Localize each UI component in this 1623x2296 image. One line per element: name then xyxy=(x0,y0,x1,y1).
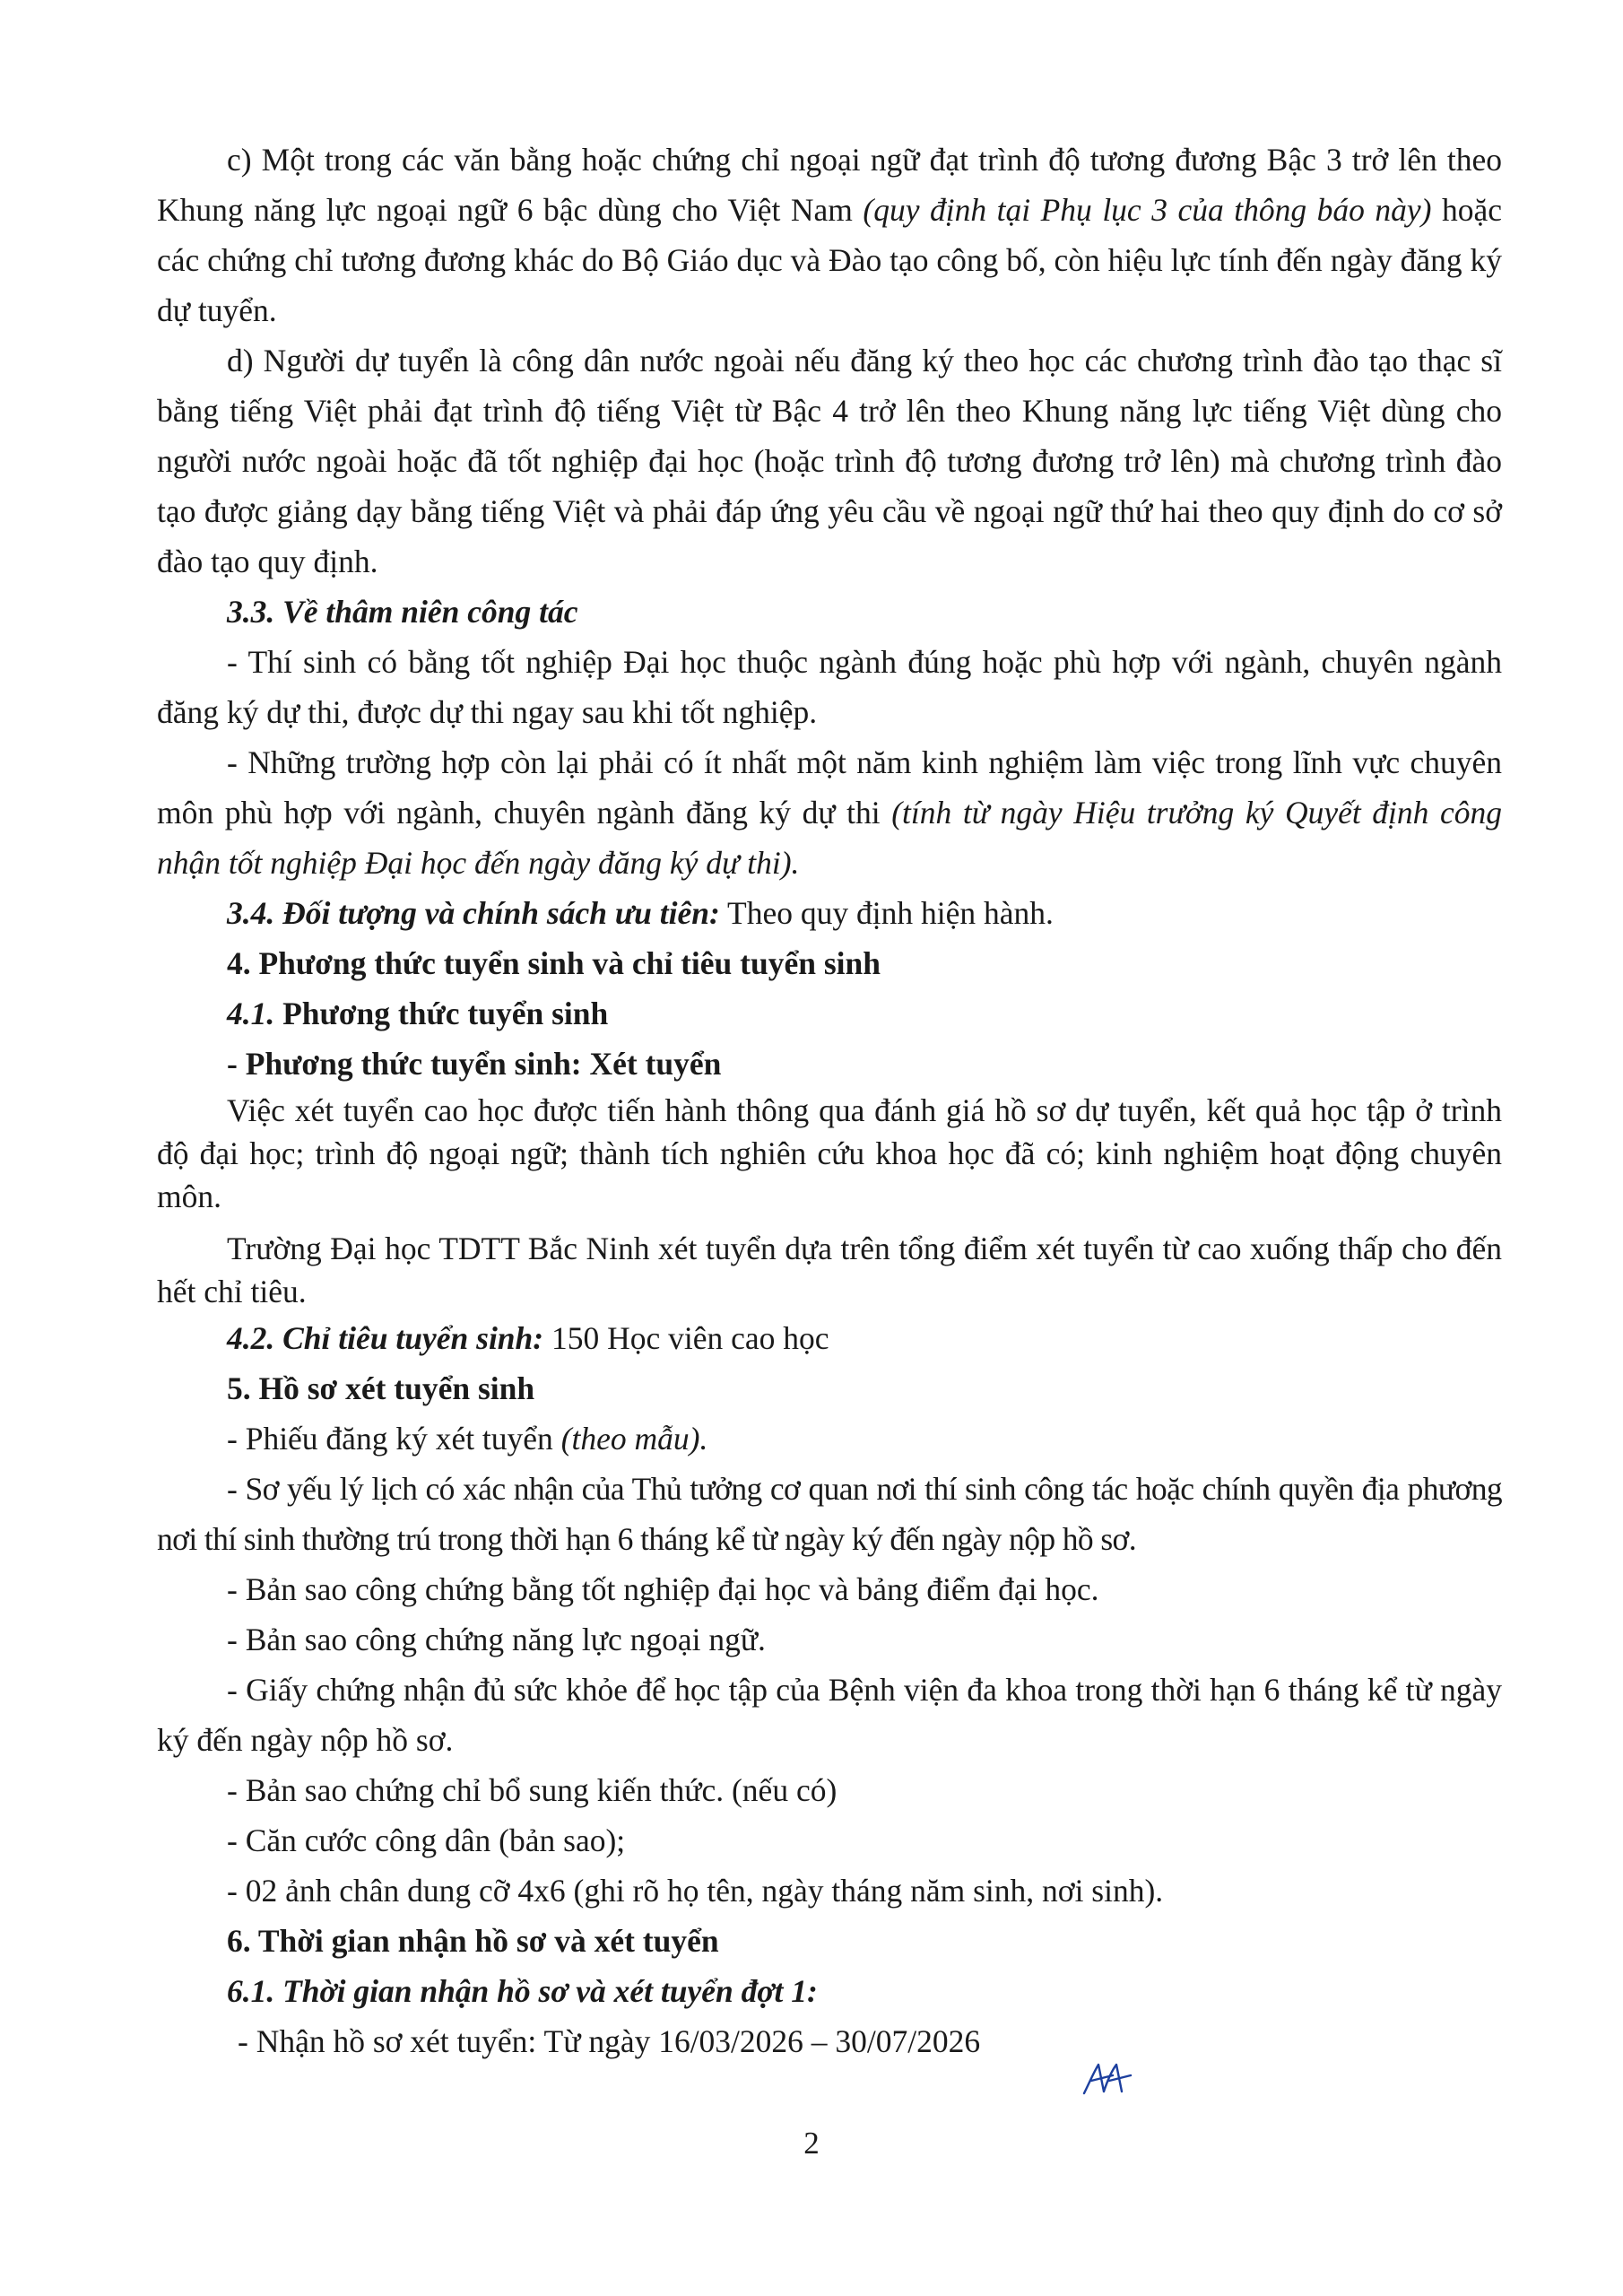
section-3-3-item-2: - Những trường hợp còn lại phải có ít nhất một năm kinh nghiệm làm việc trong lĩnh vực chuyên môn phù hợp với ngành, chuyên ngành đăng ký dự thi (tính từ ngày Hiệu trưởng ký Quyết định công nhận tốt nghiệp Đại học đến ngày đăng ký dự thi). xyxy=(157,744,1503,881)
section-5-item-5: - Giấy chứng nhận đủ sức khỏe để học tập của Bệnh viện đa khoa trong thời hạn 6 tháng kể từ ngày ký đến ngày nộp hồ sơ. xyxy=(157,1672,1502,1758)
section-4-1-paragraph-1: Việc xét tuyển cao học được tiến hành thông qua đánh giá hồ sơ dự tuyển, kết quả học tập ở trình độ đại học; trình độ ngoại ngữ; thành tích nghiên cứu khoa học đã có; kinh nghiệm hoạt động chuyên môn. xyxy=(157,1092,1502,1214)
page-content xyxy=(157,135,1502,2066)
paragraph-d: d) Người dự tuyển là công dân nước ngoài nếu đăng ký theo học các chương trình đào tạo thạc sĩ bằng tiếng Việt phải đạt trình độ tiếng Việt từ Bậc 4 trở lên theo Khung năng lực tiếng Việt dùng cho người nước ngoài hoặc đã tốt nghiệp đại học (hoặc trình độ tương đương trở lên) mà chương trình đào tạo được giảng dạy bằng tiếng Việt và phải đáp ứng yêu cầu về ngoại ngữ thứ hai theo quy định do cơ sở đào tạo quy định. xyxy=(157,343,1502,579)
section-5-item-1: - Phiếu đăng ký xét tuyển (theo mẫu). xyxy=(227,1421,708,1457)
section-5-item-8: - 02 ảnh chân dung cỡ 4x6 (ghi rõ họ tên, ngày tháng năm sinh, nơi sinh). xyxy=(227,1873,1164,1909)
section-6-heading: 6. Thời gian nhận hồ sơ và xét tuyển xyxy=(227,1923,719,1959)
section-4-heading: 4. Phương thức tuyển sinh và chỉ tiêu tuyển sinh xyxy=(227,945,881,981)
handwritten-initials xyxy=(1081,2061,1133,2097)
section-6-1-receive: - Nhận hồ sơ xét tuyển: Từ ngày 16/03/2026 – 30/07/2026 xyxy=(238,2023,981,2059)
section-4-1-paragraph-2: Trường Đại học TDTT Bắc Ninh xét tuyển dựa trên tổng điểm xét tuyển từ cao xuống thấp cho đến hết chỉ tiêu. xyxy=(157,1231,1502,1309)
section-4-1-heading: 4.1. Phương thức tuyển sinh xyxy=(227,996,609,1031)
section-5-heading: 5. Hồ sơ xét tuyển sinh xyxy=(227,1370,535,1406)
section-5-item-3: - Bản sao công chứng bằng tốt nghiệp đại học và bảng điểm đại học. xyxy=(227,1571,1099,1607)
section-3-4: 3.4. Đối tượng và chính sách ưu tiên: Theo quy định hiện hành. xyxy=(227,895,1054,931)
section-5-item-6: - Bản sao chứng chỉ bổ sung kiến thức. (nếu có) xyxy=(227,1772,838,1808)
section-5-item-2: - Sơ yếu lý lịch có xác nhận của Thủ tưởng cơ quan nơi thí sinh công tác hoặc chính quyền địa phương nơi thí sinh thường trú trong thời hạn 6 tháng kể từ ngày ký đến ngày nộp hồ sơ. xyxy=(157,1471,1502,1557)
section-4-1-method: - Phương thức tuyển sinh: Xét tuyển xyxy=(227,1046,722,1082)
section-3-3-heading: 3.3. Về thâm niên công tác xyxy=(227,594,578,630)
paragraph-c: c) Một trong các văn bằng hoặc chứng chỉ ngoại ngữ đạt trình độ tương đương Bậc 3 trở lên theo Khung năng lực ngoại ngữ 6 bậc dùng cho Việt Nam (quy định tại Phụ lục 3 của thông báo này) hoặc các chứng chỉ tương đương khác do Bộ Giáo dục và Đào tạo công bố, còn hiệu lực tính đến ngày đăng ký dự tuyển. xyxy=(157,142,1502,328)
section-3-3-item-1: - Thí sinh có bằng tốt nghiệp Đại học thuộc ngành đúng hoặc phù hợp với ngành, chuyên ngành đăng ký dự thi, được dự thi ngay sau khi tốt nghiệp. xyxy=(157,644,1502,730)
section-4-2: 4.2. Chỉ tiêu tuyển sinh: 150 Học viên cao học xyxy=(227,1320,829,1356)
section-5-item-7: - Căn cước công dân (bản sao); xyxy=(227,1822,626,1858)
section-5-item-4: - Bản sao công chứng năng lực ngoại ngữ. xyxy=(227,1622,766,1657)
section-6-1-heading: 6.1. Thời gian nhận hồ sơ và xét tuyển đợt 1: xyxy=(227,1973,818,2009)
page-number: 2 xyxy=(803,2126,820,2161)
paragraph-c-italic: (quy định tại Phụ lục 3 của thông báo này) xyxy=(863,192,1432,228)
